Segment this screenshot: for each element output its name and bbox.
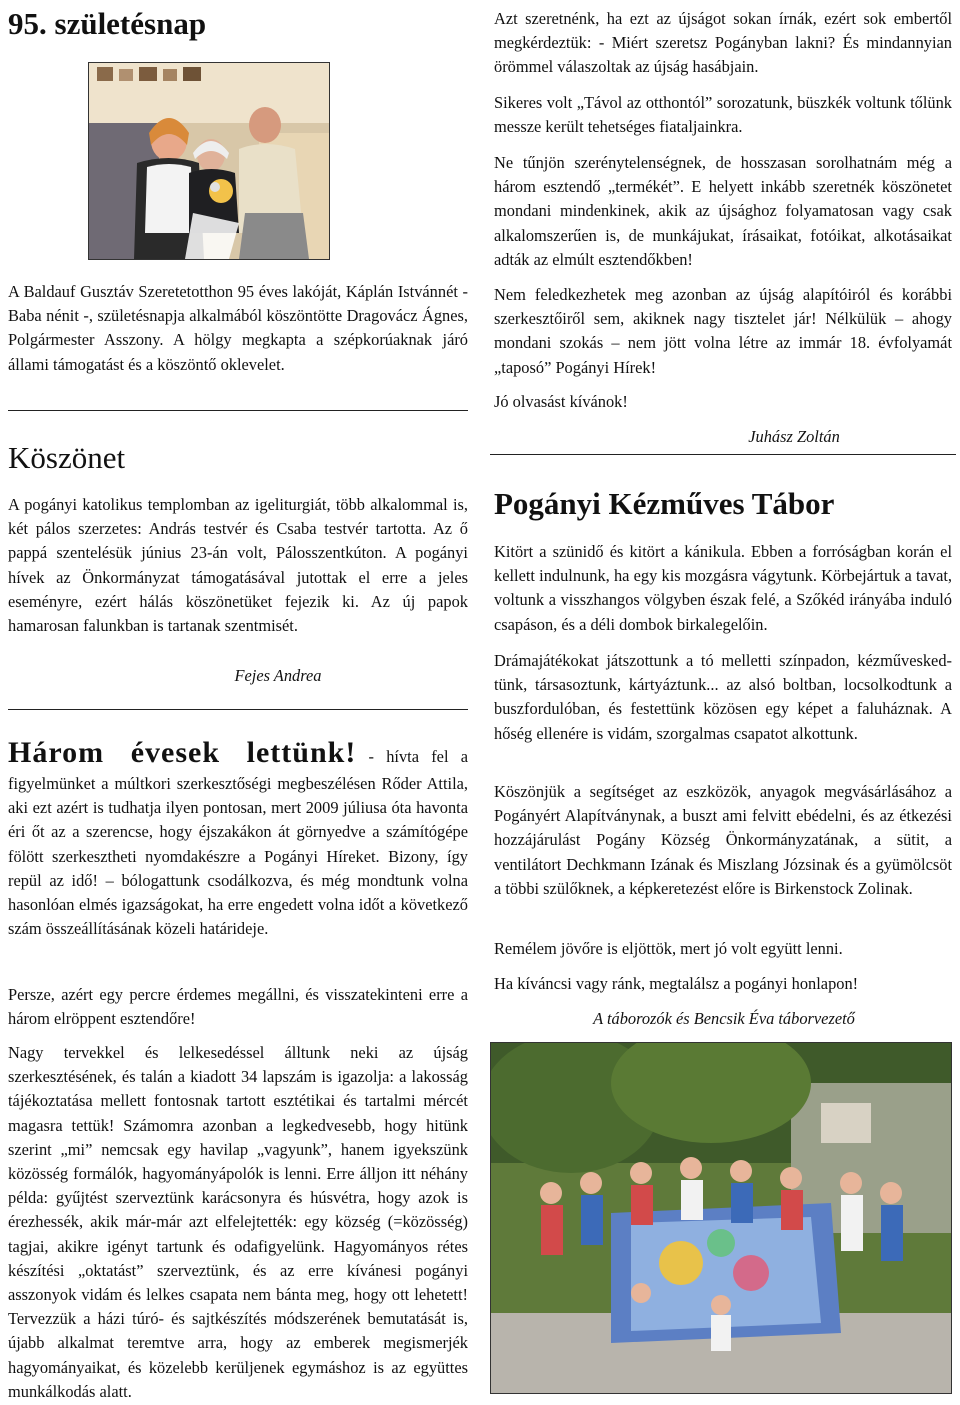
camp-p1: Kitört a szünidő és kitört a kánikula. Ebben a forróságban korán el kellett indulnunk, ha egy kis mozgásra vágytunk. Körbejártuk a tavat, voltunk a visszhangos völgyben észak felé, a Szőkéd irányába induló csapáson, és a déli dombok birkalegelőin.	[494, 542, 952, 634]
birthday-caption: A Baldauf Gusztáv Szeretetotthon 95 éves lakóját, Káplán Istvánnét - Baba nénit -, születésnapja alkalmából köszöntötte Dragovácz Ágnes, Polgármester Asszony. A hölgy megkapta a szépkorúaknak járó állami támogatást és a köszöntő oklevelet.	[8, 282, 468, 374]
right-p5: Jó olvasást kívánok!	[494, 392, 628, 411]
right-author: Juhász Zoltán	[748, 427, 840, 446]
right-p1: Azt szeretnénk, ha ezt az újságot sokan írnák, ezért sok embertől megkérdeztük: - Miért szeretsz Pogányban lakni? És mindannyian örömmel válaszoltak az újság hasábjain.	[494, 9, 952, 77]
three-years-lead	[8, 734, 468, 941]
right-p4: Nem feledkezhetek meg azonban az újság alapítóiról és korábbi szerkesztőiről sem, akiknek nagy tisztelet jár! Nélkülük – ahogy mondani szokás – nem jött volna létre az immár 18. évfolyamát „taposó” Pogányi Hírek!	[494, 285, 952, 377]
birthday-photo	[88, 62, 330, 260]
three-years-p2: Persze, azért egy percre érdemes megállni, és visszatekinteni erre a három elröppent esztendőre!	[8, 985, 468, 1029]
section-divider-1	[8, 410, 468, 411]
section-divider-3	[490, 454, 956, 455]
thanks-title: Köszönet	[8, 440, 126, 475]
camp-p3: Köszönjük a segítséget az eszközök, anyagok megvásárlásához a Pogányért Alapítványnak, a buszt ami felvitt ebédelni, és az étkezési hozzájárulást Pogány Község Önkormányzatának, a sütit, a ventilátort Dechkmann Izának és Miszlang Józsinak és a gyümölcsöt a többi szülőknek, a képkeretezést előre is Birkenstock Zolinak.	[494, 782, 952, 898]
three-years-title: Három évesek lettünk!	[8, 736, 357, 769]
camp-p4: Remélem jövőre is eljöttök, mert jó volt együtt lenni.	[494, 939, 843, 958]
thanks-text: A pogányi katolikus templomban az igeliturgiát, több alkalommal is, két pálos szerzetes: András testvér és Csaba testvér tartotta. Az ő pappá szentelésük június 23-án volt, Pálosszentkúton. A pogányi hívek az Önkormányzat támogatásával jutottak el erre a jeles eseményre, ezért hálás köszönetüket fejezik ki. Az új papok hamarosan falunkban is tartanak szentmisét.	[8, 495, 468, 636]
camp-p5: Ha kíváncsi vagy ránk, megtalálsz a pogányi honlapon!	[494, 974, 859, 993]
birthday-title: 95. születésnap	[8, 6, 207, 41]
three-years-lead-text: - hívta fel a figyelmünket a múltkori szerkesztőségi megbeszélésen Rőder Attila, aki ezt azért is tudhatja ilyen pontosan, mert 2009 júliusa óta havonta éri őt az a szerencse, hogy éjszakákon át görnyedve a számítógépe fölött szerkesztheti nyomdakészre a Pogányi Híreket. Bizony, így repül az idő! – bólogattunk csodálkozva, és még mondtunk volna hasonlóan elmés igazságokat, ha erre engedett volna időt a következő szám összeállításának közeli határideje.	[8, 747, 468, 939]
section-divider-2	[8, 709, 468, 710]
three-years-p3: Nagy tervekkel és lelkesedéssel álltunk neki az újság szerkesztésének, és talán a kiadott 34 lapszám is igazolja: a lakosság tájékoztatása mellett fontosnak tartott esztétikai és tartalmi mércét magasra tettük! Számomra azonban a legkedvesebb, hogy hitünk szerint „mi” nemcsak egy havilap „vagyunk”, hanem igyekszünk közösség formálók, hagyományápolók is lenni. Erre álljon itt néhány példa: gyűjtést szerveztünk karácsonyra és húsvétra, hogy azok is érezhessék, akik már-már azt elfelejtették: egy község (=közösség) tagjai, akikre igényt tartunk és odafigyelünk. Hagyományos rétes készítési „oktatást” szerveztünk, és az erre kívánesi pogányi asszonyok vidám és lelkes csapata nem bánta meg, hogy ott lehetett! Tervezzük a házi túró- és sajtkészítés módszerének bemutatását is, újabb alkalmat teremtve arra, hogy az emberek megismerjék hagyományaikat, és közelebb kerüljenek egymáshoz is az együttes munkálkodás alatt.	[8, 1043, 468, 1401]
camp-author: A táborozók és Bencsik Éva táborvezető	[593, 1009, 855, 1028]
thanks-author: Fejes Andrea	[234, 666, 322, 685]
right-p3: Ne tűnjön szerénytelenségnek, de hosszasan sorolhatnám még a három esztendő „termékét”. E helyett inkább szeretnék köszönetet mondani mindenkinek, akik az újsághoz folyamatosan vagy csak alkalomszerűen is, de munkájukat, írásaikat, fotóikat, alkotásaikat adták az elmúlt esztendőkben!	[494, 153, 952, 269]
right-p2: Sikeres volt „Távol az otthontól” sorozatunk, büszkék voltunk tőlünk messze került tehetséges fiataljainkra.	[494, 93, 952, 137]
camp-p2: Drámajátékokat játszottunk a tó melletti színpadon, kézműveskedtünk, társasoztunk, kártyáztunk... az alsó boltban, locsolkodtunk a buszfordulóban, és festettünk közösen egy képet a faluháznak. A hőség ellenére is vidám, szorgalmas csapatot alkottunk.	[494, 651, 952, 743]
camp-title: Pogányi Kézműves Tábor	[494, 486, 835, 521]
camp-photo	[490, 1042, 952, 1394]
